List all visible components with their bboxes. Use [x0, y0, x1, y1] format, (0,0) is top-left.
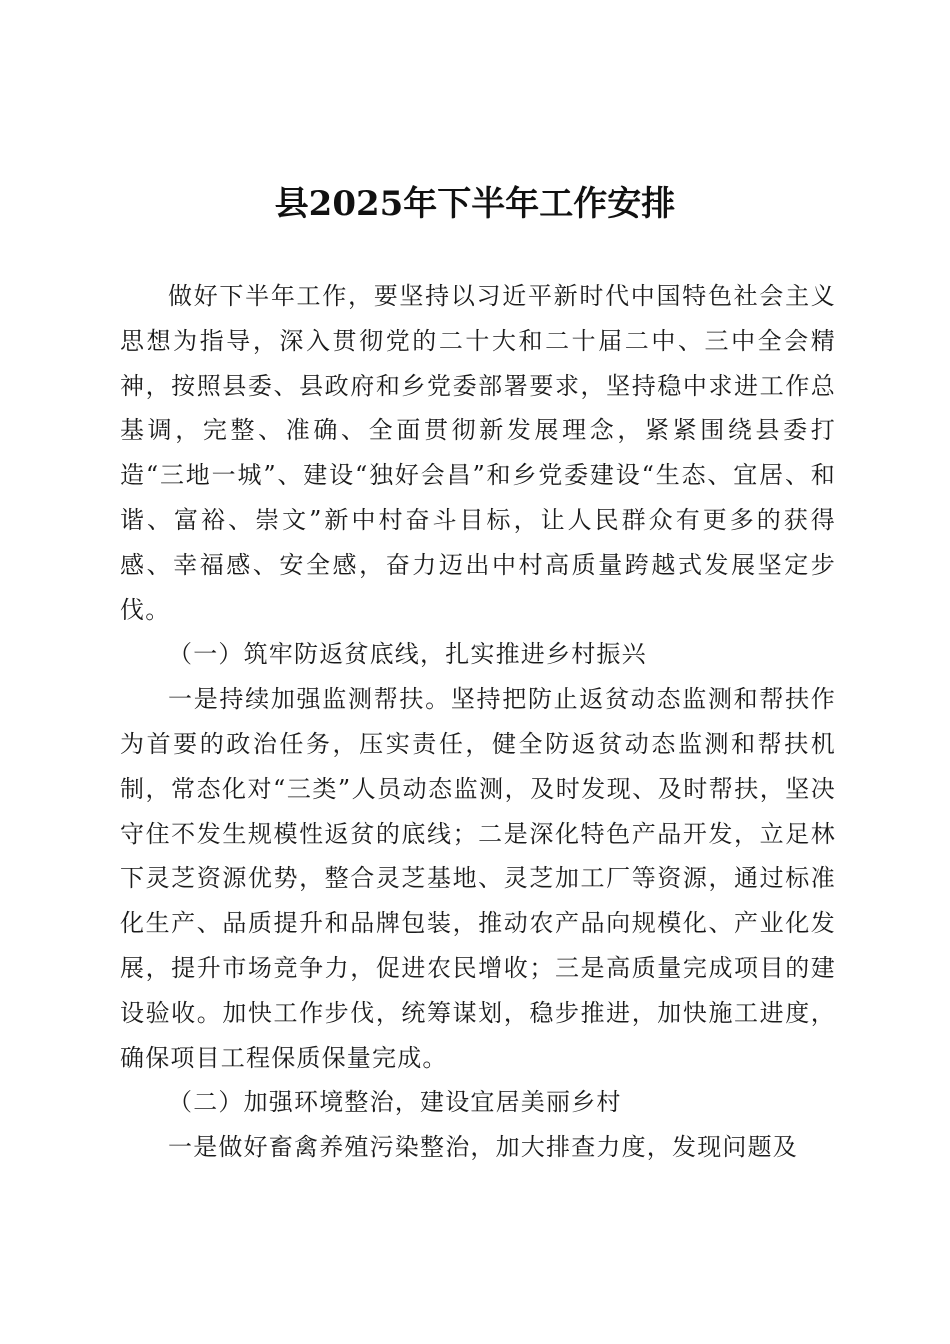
document-title: 县2025年下半年工作安排	[274, 184, 676, 224]
section-heading-1: （一）筑牢防返贫底线，扎实推进乡村振兴	[168, 640, 647, 669]
section-2-paragraph: 一是做好畜禽养殖污染整治，加大排查力度，发现问题及	[168, 1133, 798, 1162]
intro-paragraph: 做好下半年工作，要坚持以习近平新时代中国特色社会主义思想为指导，深入贯彻党的二十大和二十届二中、三中全会精神，按照县委、县政府和乡党委部署要求，坚持稳中求进工作总基调，完整、准确、全面贯彻新发展理念，紧紧围绕县委打造“三地一城”、建设“独好会昌”和乡党委建设“生态、宜居、和谐、富裕、崇文”新中村奋斗目标，让人民群众有更多的获得感、幸福感、安全感，奋力迈出中村高质量跨越式发展坚定步伐。	[120, 282, 836, 624]
section-heading-2: （二）加强环境整治，建设宜居美丽乡村	[168, 1088, 622, 1117]
document-body	[120, 274, 836, 1170]
section-1-paragraph: 一是持续加强监测帮扶。坚持把防止返贫动态监测和帮扶作为首要的政治任务，压实责任，健全防返贫动态监测和帮扶机制，常态化对“三类”人员动态监测，及时发现、及时帮扶，坚决守住不发生规模性返贫的底线；二是深化特色产品开发，立足林下灵芝资源优势，整合灵芝基地、灵芝加工厂等资源，通过标准化生产、品质提升和品牌包装，推动农产品向规模化、产业化发展，提升市场竞争力，促进农民增收；三是高质量完成项目的建设验收。加快工作步伐，统筹谋划，稳步推进，加快施工进度，确保项目工程保质保量完成。	[120, 685, 836, 1072]
